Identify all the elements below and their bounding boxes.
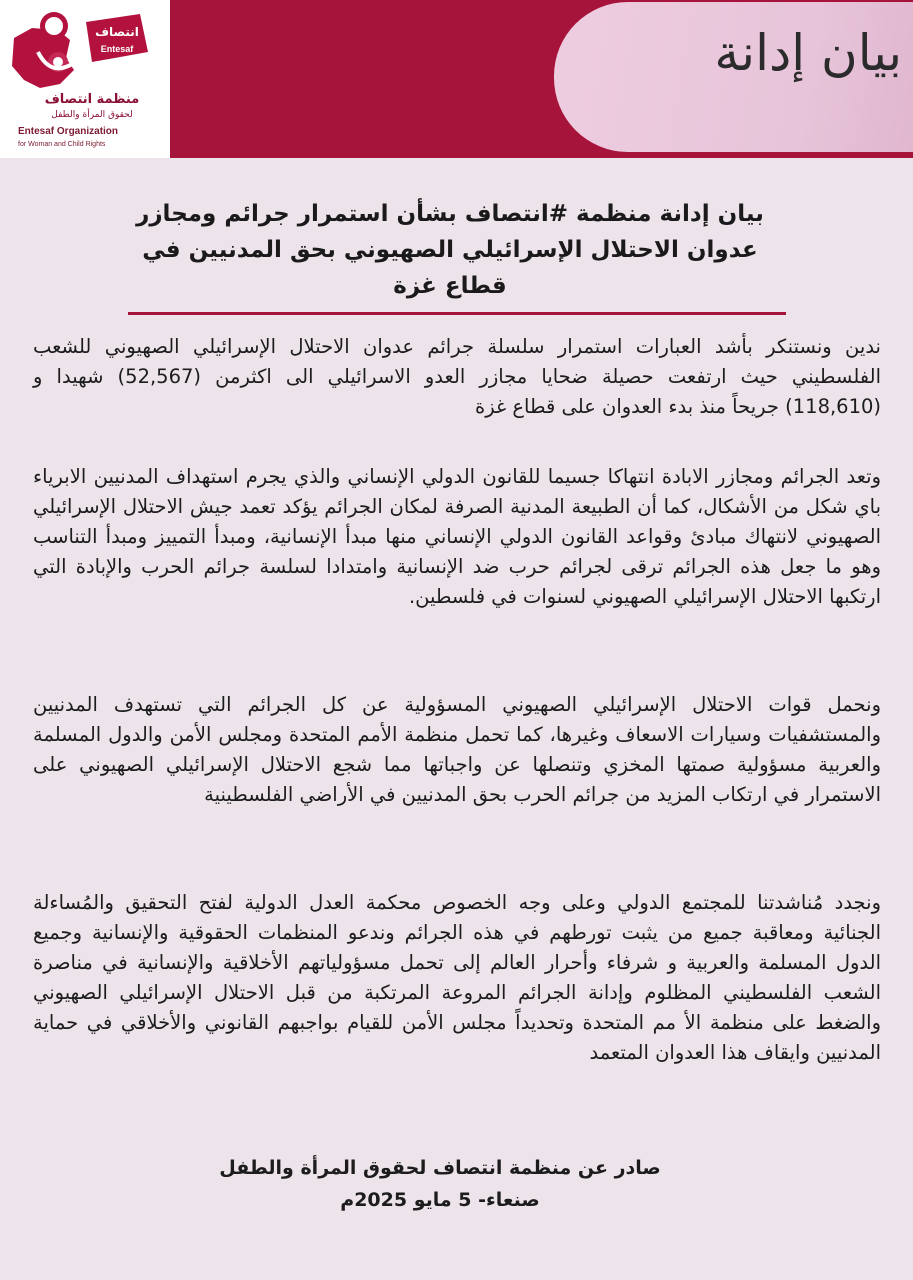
place-date-line: صنعاء- 5 مايو 2025م (340, 1189, 540, 1211)
issuer-line: صادر عن منظمة انتصاف لحقوق المرأة والطفل (219, 1157, 661, 1179)
title-banner (554, 2, 913, 152)
statement-paragraph: ندين ونستنكر بأشد العبارات استمرار سلسلة جرائم عدوان الاحتلال الإسرائيلي الصهيوني للشعب الفلسطيني حيث ارتفعت حصيلة ضحايا مجازر العدو الاسرائيلي الى اكثرمن (52,567) شهيدا و (118,610) جريحاً منذ بدء العدوان على قطاع غزة (33, 335, 881, 418)
statement-paragraph: ونحمل قوات الاحتلال الإسرائيلي الصهيوني المسؤولية عن كل الجرائم التي تستهدف المدنيين والمستشفيات وسيارات الاسعاف وغيرها، كما تحمل منظمة الأمم المتحدة ومجلس الأمن والدول المسلمة والعربية مسؤولية صمتها المخزي وتنصلها عن واجباتها مما شجع الاحتلال الإسرائيلي الصهيوني على الاستمرار في ارتكاب المزيد من جرائم الحرب بحق المدنيين في الأراضي الفلسطينية (33, 693, 881, 806)
page-title: بيان إدانة (714, 24, 902, 82)
organization-logo (0, 0, 170, 158)
logo-subtitle-en: for Woman and Child Rights (18, 141, 106, 148)
logo-badge-ar: انتصاف (95, 25, 139, 39)
logo-name-ar: منظمة انتصاف (44, 92, 140, 107)
logo-badge-en: Entesaf (100, 44, 134, 54)
statement-paragraph: وتعد الجرائم ومجازر الابادة انتهاكا جسيما للقانون الدولي الإنساني والذي يجرم استهداف المدنيين الابرياء باي شكل من الأشكال، كما أن الطبيعة المدنية الصرفة لمكان الجرائم يؤكد تعمد جيش الاحتلال الإسرائيلي الصهيوني لانتهاك مبادئ وقواعد القانون الدولي الإنساني منها مبدأ الإنسانية، ومبدأ التمييز ومبدأ التناسب وهو ما جعل هذه الجرائم ترقى لجرائم حرب ضد الإنسانية وامتدادا لسلسة جرائم الحرب والإبادة التي ارتكبها الاحتلال الإسرائيلي الصهيوني لسنوات في فلسطين. (33, 465, 881, 608)
headline-divider (128, 312, 786, 315)
statement-paragraph: ونجدد مُناشدتنا للمجتمع الدولي وعلى وجه الخصوص محكمة العدل الدولية لفتح التحقيق والمُساءلة الجنائية ومعاقبة جميع من يثبت تورطهم في هذه الجرائم وندعو المنظمات الحقوقية والإنسانية وجميع الدول المسلمة والعربية و شرفاء وأحرار العالم إلى تحمل مسؤولياتهم الأخلاقية والإنسانية في مناصرة الشعب الفلسطيني المظلوم وإدانة الجرائم المروعة المرتكبة من قبل الاحتلال الإسرائيلي الصهيوني والضغط على منظمة الأ مم المتحدة وتحديداً مجلس الأمن للقيام بواجبهم القانوني والأخلاقي في حماية المدنيين وايقاف هذا العدوان المتعمد (33, 891, 881, 1064)
statement-headline: بيان إدانة منظمة #انتصاف بشأن استمرار جرائم ومجازر عدوان الاحتلال الإسرائيلي الصهيوني بحق المدنيين في قطاع غزة (136, 201, 764, 299)
logo-name-en: Entesaf Organization (18, 126, 119, 137)
logo-subtitle-ar: لحقوق المرأة والطفل (51, 110, 133, 120)
header-band (0, 0, 913, 158)
